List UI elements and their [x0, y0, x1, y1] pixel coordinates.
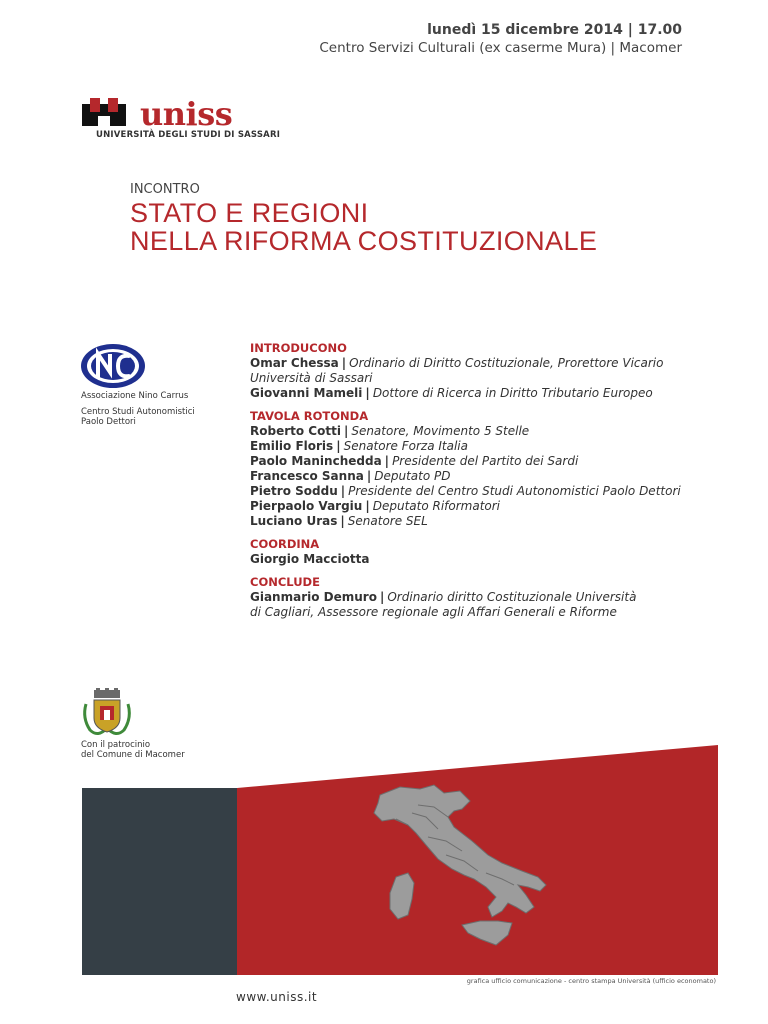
speaker-role: Presidente del Partito dei Sardi — [392, 454, 579, 468]
event-venue: Centro Servizi Culturali (ex caserme Mura) | Macomer — [319, 40, 682, 56]
centro-studi-line2: Paolo Dettori — [81, 417, 136, 427]
separator: | — [365, 499, 370, 513]
separator: | — [343, 424, 349, 438]
event-title-line1: STATO E REGIONI — [130, 198, 369, 228]
speaker-role: Deputato Riformatori — [372, 499, 501, 513]
event-date-time: lunedì 15 dicembre 2014 | 17.00 — [427, 22, 682, 38]
speaker-role-continued: Università di Sassari — [250, 371, 373, 385]
comune-macomer-crest-icon — [80, 688, 138, 740]
dark-panel — [82, 788, 237, 975]
program-entry — [250, 590, 730, 605]
speaker-name: Giovanni Mameli — [250, 386, 363, 400]
uniss-wordmark: uniss — [140, 95, 233, 133]
nino-carrus-logo-icon — [80, 342, 150, 392]
separator: | — [366, 469, 372, 483]
separator: | — [340, 514, 345, 528]
separator: | — [336, 439, 341, 453]
speaker-role: Ordinario diritto Costituzionale Università — [387, 590, 637, 604]
section-heading-conclude: CONCLUDE — [250, 575, 320, 589]
separator: | — [379, 590, 385, 604]
graphics-credits: grafica ufficio comunicazione - centro stampa Università (ufficio economato) — [466, 977, 716, 985]
speaker-role: Presidente del Centro Studi Autonomistici Paolo Dettori — [348, 484, 681, 498]
moderator-name: Giorgio Macciotta — [250, 552, 370, 566]
speaker-role: Senatore, Movimento 5 Stelle — [351, 424, 530, 438]
program-entry — [250, 484, 730, 499]
speaker-name: Paolo Maninchedda — [250, 454, 382, 468]
speaker-name: Pierpaolo Vargiu — [250, 499, 363, 513]
uniss-subtitle: UNIVERSITÀ DEGLI STUDI DI SASSARI — [96, 130, 281, 140]
speaker-role: Dottore di Ricerca in Diritto Tributario Europeo — [372, 386, 653, 400]
speaker-name: Omar Chessa — [250, 356, 339, 370]
separator: | — [365, 386, 370, 400]
section-heading-tavola-rotonda: TAVOLA ROTONDA — [250, 409, 369, 423]
speaker-name: Gianmario Demuro — [250, 590, 377, 604]
patrocinio-line1: Con il patrocinio — [81, 740, 151, 750]
program-entry — [250, 514, 730, 529]
centro-studi-name — [81, 407, 195, 427]
program-entry — [250, 356, 730, 371]
separator: | — [341, 356, 347, 370]
speaker-role: Senatore SEL — [347, 514, 428, 528]
speaker-name: Roberto Cotti — [250, 424, 341, 438]
section-heading-coordina: COORDINA — [250, 537, 320, 551]
website-link[interactable]: www.uniss.it — [236, 990, 318, 1004]
association-name: Associazione Nino Carrus — [81, 391, 189, 401]
program-entry — [250, 499, 730, 514]
speaker-role: Deputato PD — [374, 469, 451, 483]
program-entry — [250, 439, 730, 454]
centro-studi-line1: Centro Studi Autonomistici — [81, 407, 195, 417]
event-title-line2: NELLA RIFORMA COSTITUZIONALE — [130, 226, 598, 256]
program — [250, 341, 730, 620]
speaker-role-continued: di Cagliari, Assessore regionale agli Affari Generali e Riforme — [250, 605, 617, 619]
program-entry — [250, 386, 730, 401]
speaker-name: Pietro Soddu — [250, 484, 338, 498]
program-entry — [250, 424, 730, 439]
speaker-name: Luciano Uras — [250, 514, 338, 528]
program-entry — [250, 454, 730, 469]
speaker-role: Senatore Forza Italia — [343, 439, 468, 453]
speaker-name: Francesco Sanna — [250, 469, 364, 483]
program-entry — [250, 469, 730, 484]
event-kicker: INCONTRO — [130, 182, 200, 197]
patrocinio-line2: del Comune di Macomer — [81, 750, 185, 760]
bottom-band — [82, 745, 718, 975]
section-heading-introducono: INTRODUCONO — [250, 341, 347, 355]
speaker-name: Emilio Floris — [250, 439, 334, 453]
separator: | — [384, 454, 390, 468]
separator: | — [340, 484, 346, 498]
speaker-role: Ordinario di Diritto Costituzionale, Prorettore Vicario — [349, 356, 664, 370]
